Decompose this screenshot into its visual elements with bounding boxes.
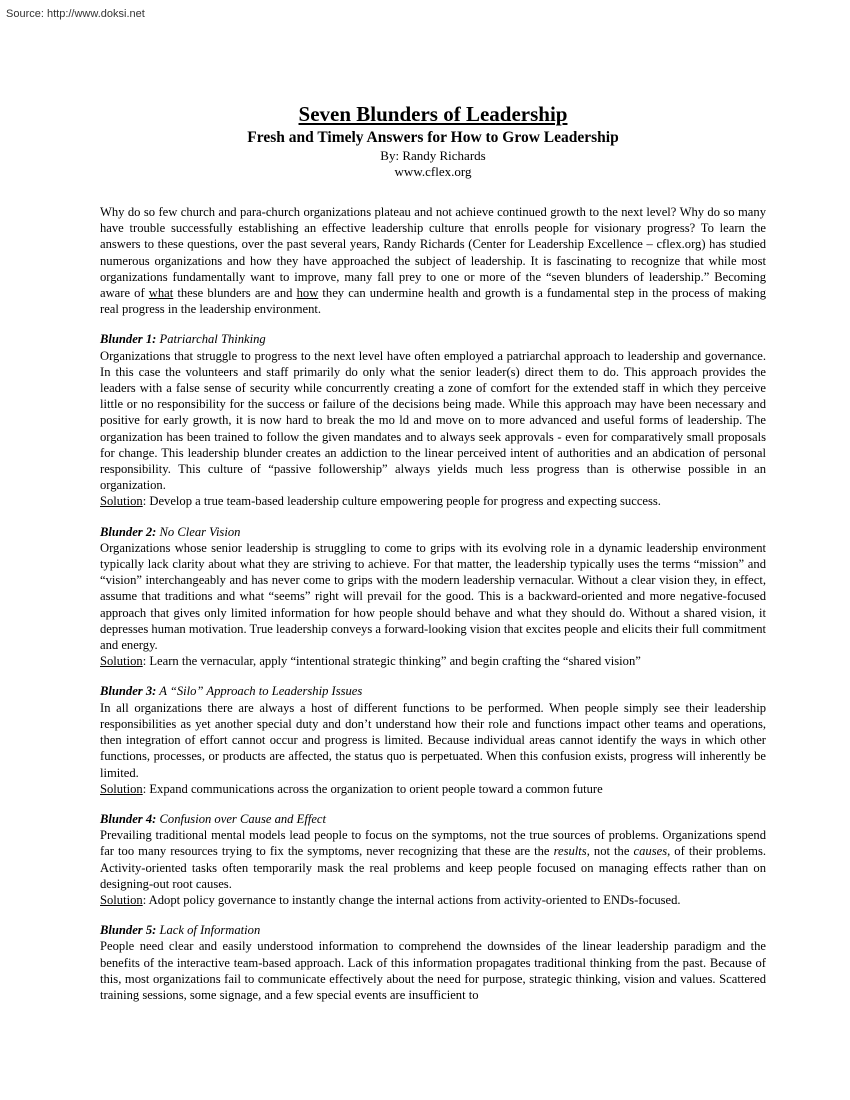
intro-text-3: they can undermine health and growth is a fundamental step in the process of making real progress in the leadership environment. — [100, 286, 766, 317]
solution-text: : Adopt policy governance to instantly change the internal actions from activity-oriented to ENDs-focused. — [142, 892, 681, 907]
blunder-label: Blunder 4: — [100, 811, 157, 826]
blunder-solution — [100, 892, 766, 908]
solution-text: : Learn the vernacular, apply “intentional strategic thinking” and begin crafting the “shared vision” — [142, 654, 641, 669]
document-page — [100, 102, 766, 1003]
solution-text: : Develop a true team-based leadership culture empowering people for progress and expecting success. — [142, 494, 661, 509]
solution-text: : Expand communications across the organization to orient people toward a common future — [142, 781, 603, 796]
blunder-heading — [100, 922, 766, 938]
blunder-name: A “Silo” Approach to Leadership Issues — [159, 684, 363, 699]
body-text-a: Prevailing traditional mental models lead people to focus on the symptoms, not the true sources of problems. Organizations spend far too many resources trying to fix the symptoms, never recognizing that these are the — [100, 828, 766, 859]
page-title: Seven Blunders of Leadership — [298, 102, 568, 126]
page-subtitle: Fresh and Timely Answers for How to Grow Leadership — [247, 129, 619, 146]
intro-text-2: these blunders are and — [173, 286, 297, 301]
blunder-name: Confusion over Cause and Effect — [159, 811, 326, 826]
blunder-body: People need clear and easily understood information to comprehend the downsides of the linear leadership paradigm and the benefits of the interactive team-based approach. Lack of this information propagates traditional thinking from the past. Because of this, most organizations fail to communicate effectively about the need for purpose, strategic thinking, vision and values. Scattered training sessions, some signage, and a few special events are insufficient to — [100, 939, 766, 1002]
intro-paragraph — [100, 204, 766, 317]
source-url: Source: http://www.doksi.net — [6, 8, 145, 20]
blunder-name: Lack of Information — [159, 923, 261, 938]
blunder-section-5 — [100, 922, 766, 1003]
website-link[interactable]: www.cflex.org — [394, 164, 472, 179]
blunder-label: Blunder 1: — [100, 332, 157, 347]
blunder-section-3 — [100, 683, 766, 796]
blunder-body: Organizations that struggle to progress to the next level have often employed a patriarchal approach to leadership and governance. In this case the volunteers and staff primarily do only what the senior leader(s) direct them to do. This approach provides the leaders with a false sense of security while concurrently creating a zone of comfort for the extended staff in which they perceive little or no responsibility for the success or failure of the decisions being made. While this approach may have been necessary and positive for early growth, it is now hard to break the mo ld and move on to more advanced and useful forms of leadership. The organization has been trained to follow the given mandates and to always seek approvals - even for comparatively small proposals for change. This leadership blunder creates an addiction to the linear perceived intent of authorities and an abdication of personal responsibility. This culture of “passive followership” always yields much less progress than is otherwise possible in an organization. — [100, 348, 766, 493]
emphasis-how: how — [296, 286, 319, 301]
blunder-section-1 — [100, 331, 766, 509]
blunder-heading — [100, 524, 766, 540]
solution-label: Solution — [100, 654, 143, 669]
blunder-name: No Clear Vision — [159, 524, 241, 539]
blunder-label: Blunder 5: — [100, 923, 157, 938]
blunder-heading — [100, 331, 766, 347]
intro-text-1: Why do so few church and para-church organizations plateau and not achieve continued growth to the next level? Why do so many have trouble successfully establishing an effective leadership culture that enrolls people for visionary progress? To learn the answers to these questions, over the past several years, Randy Richards (Center for Leadership Excellence – cflex.org) has studied numerous organizations and how they have approached the subject of leadership. It is fascinating to recognize that while most organizations fundamentally want to improve, many fall prey to one or more of the “seven blunders of leadership.” Becoming aware of — [100, 205, 766, 301]
body-text-b: , not the — [586, 844, 634, 859]
author-byline: By: Randy Richards — [380, 148, 486, 163]
blunder-solution — [100, 493, 766, 509]
blunder-body: Organizations whose senior leadership is struggling to come to grips with its evolving role in a dynamic leadership environment typically lack clarity about what they are striving to achieve. For that matter, the leadership typically uses the terms “mission” and “vision” interchangeably and has never come to grips with the modern leadership vernacular. Without a clear vision they, in effect, assume that traditions and what “seems” right will prevail for the good. This is a backward-oriented and more negative-focused approach that gives only limited information for how people should behave and what they should do. Without a shared vision, it depresses human motivation. True leadership conveys a forward-looking vision that excites people and elicits their full commitment and energy. — [100, 540, 766, 653]
blunder-section-2 — [100, 524, 766, 670]
emphasis-what: what — [148, 286, 174, 301]
blunder-section-4 — [100, 811, 766, 908]
blunder-heading — [100, 683, 766, 699]
emphasis-causes: causes — [633, 844, 668, 859]
blunder-solution — [100, 781, 766, 797]
blunder-label: Blunder 3: — [100, 684, 157, 699]
blunder-body: In all organizations there are always a host of different functions to be performed. When people simply see their leadership responsibilities as yet another special duty and don’t understand how their role and functions impact other teams and operations, then integration of effort cannot occur and progress is limited. Because individual areas cannot identify the ways in which other functions, processes, or products are affected, the status quo is perpetuated. When this confusion exists, progress will inherently be limited. — [100, 700, 766, 780]
solution-label: Solution — [100, 781, 143, 796]
blunder-solution — [100, 653, 766, 669]
blunder-label: Blunder 2: — [100, 524, 157, 539]
solution-label: Solution — [100, 494, 143, 509]
blunder-name: Patriarchal Thinking — [159, 332, 266, 347]
blunder-heading — [100, 811, 766, 827]
body-text-c: , of their problems. Activity-oriented tasks often temporarily mask the real problems and keep people focused on managing effects rather than on designing-out root causes. — [100, 844, 767, 891]
emphasis-results: results — [553, 844, 587, 859]
solution-label: Solution — [100, 892, 143, 907]
blunder-body — [100, 827, 766, 892]
